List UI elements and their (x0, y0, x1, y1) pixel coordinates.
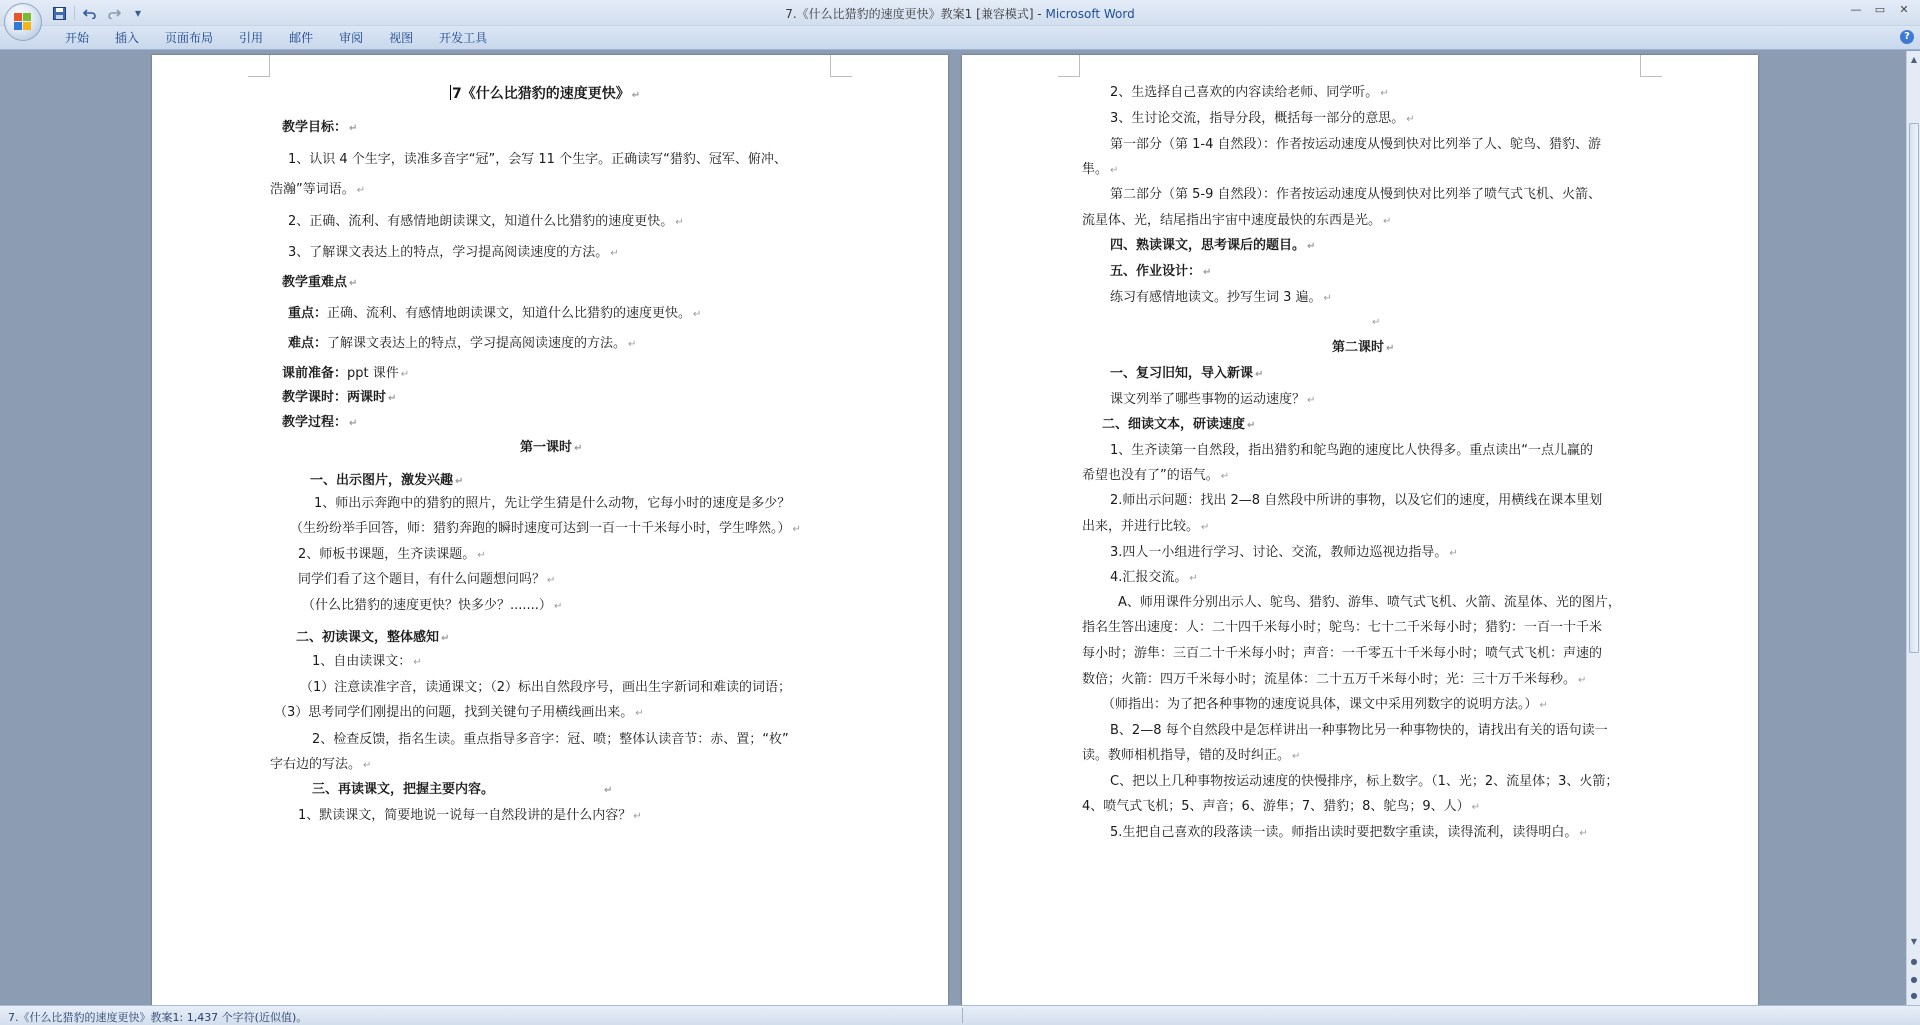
document-page-2[interactable] (962, 55, 1758, 1005)
window-title (0, 5, 1920, 22)
paragraph: 4、喷气式飞机；5、声音；6、游隼；7、猎豹；8、鸵鸟；9、人） ↵ (1082, 799, 1481, 814)
text-cursor (450, 85, 451, 100)
help-icon[interactable]: ? (1900, 30, 1914, 44)
tab-developer[interactable]: 开发工具 (439, 31, 488, 45)
paragraph: 1、师出示奔跑中的猎豹的照片，先让学生猜是什么动物，它每小时的速度是多少？ (314, 496, 791, 511)
scroll-down-button[interactable]: ▼ (1910, 937, 1918, 946)
close-button[interactable]: ✕ (1899, 3, 1909, 16)
section-heading: 二、初读课文，整体感知 ↵ (296, 630, 450, 645)
paragraph: 流星体、光，结尾指出宇宙中速度最快的东西是光。 ↵ (1082, 213, 1392, 228)
section-heading: 教学课时：两课时 ↵ (282, 390, 397, 405)
paragraph: 隼。 ↵ (1082, 162, 1119, 177)
paragraph: 指名生答出速度：人：二十四千米每小时；鸵鸟：七十二千米每小时；猎豹：一百一十千米 (1082, 620, 1603, 635)
section-heading: 教学目标： ↵ (282, 120, 358, 135)
select-browse-object-icon[interactable]: ● (1910, 975, 1918, 984)
paragraph: 2、正确、流利、有感情地朗读课文，知道什么比猎豹的速度更快。 ↵ (288, 214, 684, 229)
section-heading: 教学重难点 ↵ (282, 275, 358, 290)
paragraph: （生纷纷举手回答，师：猎豹奔跑的瞬时速度可达到一百一十千米每小时，学生哗然。） ↵ (290, 521, 801, 536)
paragraph: 2、生选择自己喜欢的内容读给老师、同学听。 ↵ (1110, 85, 1389, 100)
empty-paragraph: ↵ (1372, 317, 1381, 328)
paragraph: 2.师出示问题：找出 2—8 自然段中所讲的事物，以及它们的速度，用横线在课本里划 (1110, 493, 1603, 508)
paragraph: 3、了解课文表达上的特点，学习提高阅读速度的方法。 ↵ (288, 245, 619, 260)
paragraph: A、师用课件分别出示人、鸵鸟、猎豹、游隼、喷气式飞机、火箭、流星体、光的图片， (1118, 595, 1621, 610)
tab-references[interactable]: 引用 (239, 31, 264, 45)
lesson-heading: 第一课时 ↵ (520, 440, 583, 455)
paragraph: 1、认识 4 个生字，读准多音字“冠”，会写 11 个生字。正确读写“猎豹、冠军、俯冲、 (288, 152, 787, 167)
document-page-1[interactable] (152, 55, 948, 1005)
paragraph: 出来，并进行比较。 ↵ (1082, 519, 1210, 534)
margin-corner-mark (1640, 55, 1662, 77)
paragraph: 每小时；游隼：三百二十千米每小时；声音：一千零五十千米每小时；喷气式飞机：声速的 (1082, 646, 1603, 661)
section-heading: 一、出示图片，激发兴趣 ↵ (310, 473, 464, 488)
minimize-button[interactable]: — (1850, 3, 1862, 16)
paragraph: （3）思考同学们刚提出的问题，找到关键句子用横线画出来。 ↵ (274, 705, 644, 720)
tab-mailings[interactable]: 邮件 (289, 31, 314, 45)
section-heading: 三、再读课文，把握主要内容。 ↵ (312, 782, 613, 797)
title-bar (0, 0, 1920, 26)
paragraph: 第一部分（第 1-4 自然段）：作者按运动速度从慢到快对比列举了人、鸵鸟、猎豹、游 (1110, 137, 1601, 152)
ribbon-tab-bar (0, 26, 1920, 50)
tab-page-layout[interactable]: 页面布局 (165, 31, 214, 45)
paragraph: 难点：了解课文表达上的特点，学习提高阅读速度的方法。 ↵ (288, 336, 637, 351)
paragraph: （什么比猎豹的速度更快？快多少？.......） ↵ (302, 598, 563, 613)
window-controls (1846, 2, 1914, 18)
paragraph: （师指出：为了把各种事物的速度说具体，课文中采用列数字的说明方法。） ↵ (1102, 697, 1548, 712)
paragraph: 数倍；火箭：四万千米每小时；流星体：二十五万千米每小时；光：三十万千米每秒。 ↵ (1082, 672, 1587, 687)
paragraph: 2、师板书课题，生齐读课题。 ↵ (298, 547, 486, 562)
margin-corner-mark (1058, 55, 1080, 77)
paragraph: B、2—8 每个自然段中是怎样讲出一种事物比另一种事物快的，请找出有关的语句读一 (1110, 723, 1608, 738)
office-logo-icon (14, 13, 32, 31)
paragraph: 字右边的写法。 ↵ (270, 757, 372, 772)
next-page-icon[interactable]: ● (1910, 991, 1918, 1000)
paragraph: 2、检查反馈，指名生读。重点指导多音字：冠、喷；整体认读音节：赤、置；“枚” (312, 732, 789, 747)
office-button[interactable] (4, 3, 42, 41)
paragraph: 3.四人一小组进行学习、讨论、交流，教师边巡视边指导。 ↵ (1110, 545, 1458, 560)
document-workspace (0, 51, 1906, 1005)
section-heading: 五、作业设计： ↵ (1110, 264, 1212, 279)
tab-home[interactable]: 开始 (65, 31, 90, 45)
tab-insert[interactable]: 插入 (115, 31, 140, 45)
document-heading: 7《什么比猎豹的速度更快》 ↵ (452, 86, 641, 102)
paragraph: 1、自由读课文： ↵ (312, 654, 422, 669)
margin-corner-mark (248, 55, 270, 77)
paragraph: 练习有感情地读文。抄写生词 3 遍。 ↵ (1110, 290, 1332, 305)
document-title: 7.《什么比猎豹的速度更快》教案1 [兼容模式] - (785, 7, 1046, 21)
previous-page-icon[interactable]: ● (1910, 957, 1918, 966)
ribbon-tabs (52, 29, 500, 47)
margin-corner-mark (830, 55, 852, 77)
customize-qat-button[interactable]: ▾ (134, 6, 142, 20)
paragraph: 4.汇报交流。 ↵ (1110, 570, 1198, 585)
vertical-scrollbar[interactable] (1906, 51, 1920, 1005)
maximize-button[interactable]: ▭ (1874, 3, 1886, 16)
paragraph: 浩瀚”等词语。 ↵ (270, 182, 366, 197)
lesson-heading: 第二课时 ↵ (1332, 340, 1395, 355)
section-heading: 教学过程： ↵ (282, 415, 358, 430)
paragraph: 1、生齐读第一自然段，指出猎豹和鸵鸟跑的速度比人快得多。重点读出“一点儿赢的 (1110, 443, 1594, 458)
paragraph: 1、默读课文，简要地说一说每一自然段讲的是什么内容？ ↵ (298, 808, 642, 823)
paragraph: 同学们看了这个题目，有什么问题想问吗？ ↵ (298, 572, 556, 587)
paragraph: 读。教师相机指导，错的及时纠正。 ↵ (1082, 748, 1301, 763)
paragraph: 重点：正确、流利、有感情地朗读课文，知道什么比猎豹的速度更快。 ↵ (288, 306, 702, 321)
status-word-count[interactable]: 7.《什么比猎豹的速度更快》教案1: 1,437 个字符(近似值)。 (8, 1011, 308, 1024)
paragraph: 希望也没有了”的语气。 ↵ (1082, 468, 1230, 483)
section-heading: 四、熟读课文，思考课后的题目。 ↵ (1110, 238, 1316, 253)
status-bar (0, 1005, 1920, 1025)
paragraph: （1）注意读准字音，读通课文；（2）标出自然段序号，画出生字新词和难读的词语； (300, 680, 792, 695)
app-name: Microsoft Word (1045, 7, 1135, 21)
paragraph: 课文列举了哪些事物的运动速度？ ↵ (1110, 392, 1316, 407)
paragraph: 5.生把自己喜欢的段落读一读。师指出读时要把数字重读，读得流利，读得明白。 ↵ (1110, 825, 1588, 840)
tab-review[interactable]: 审阅 (339, 31, 364, 45)
section-heading: 一、复习旧知，导入新课 ↵ (1110, 366, 1264, 381)
paragraph: 课前准备：ppt 课件 ↵ (282, 366, 410, 381)
scrollbar-thumb[interactable] (1909, 123, 1919, 653)
paragraph: C、把以上几种事物按运动速度的快慢排序，标上数字。（1、光；2、流星体；3、火箭； (1110, 774, 1619, 789)
section-heading: 二、细读文本，研读速度 ↵ (1102, 417, 1256, 432)
tab-view[interactable]: 视图 (389, 31, 414, 45)
status-divider (962, 1008, 963, 1023)
paragraph: 第二部分（第 5-9 自然段）：作者按运动速度从慢到快对比列举了喷气式飞机、火箭、 (1110, 187, 1601, 202)
scroll-up-button[interactable]: ▲ (1910, 55, 1918, 64)
paragraph: 3、生讨论交流，指导分段，概括每一部分的意思。 ↵ (1110, 111, 1415, 126)
